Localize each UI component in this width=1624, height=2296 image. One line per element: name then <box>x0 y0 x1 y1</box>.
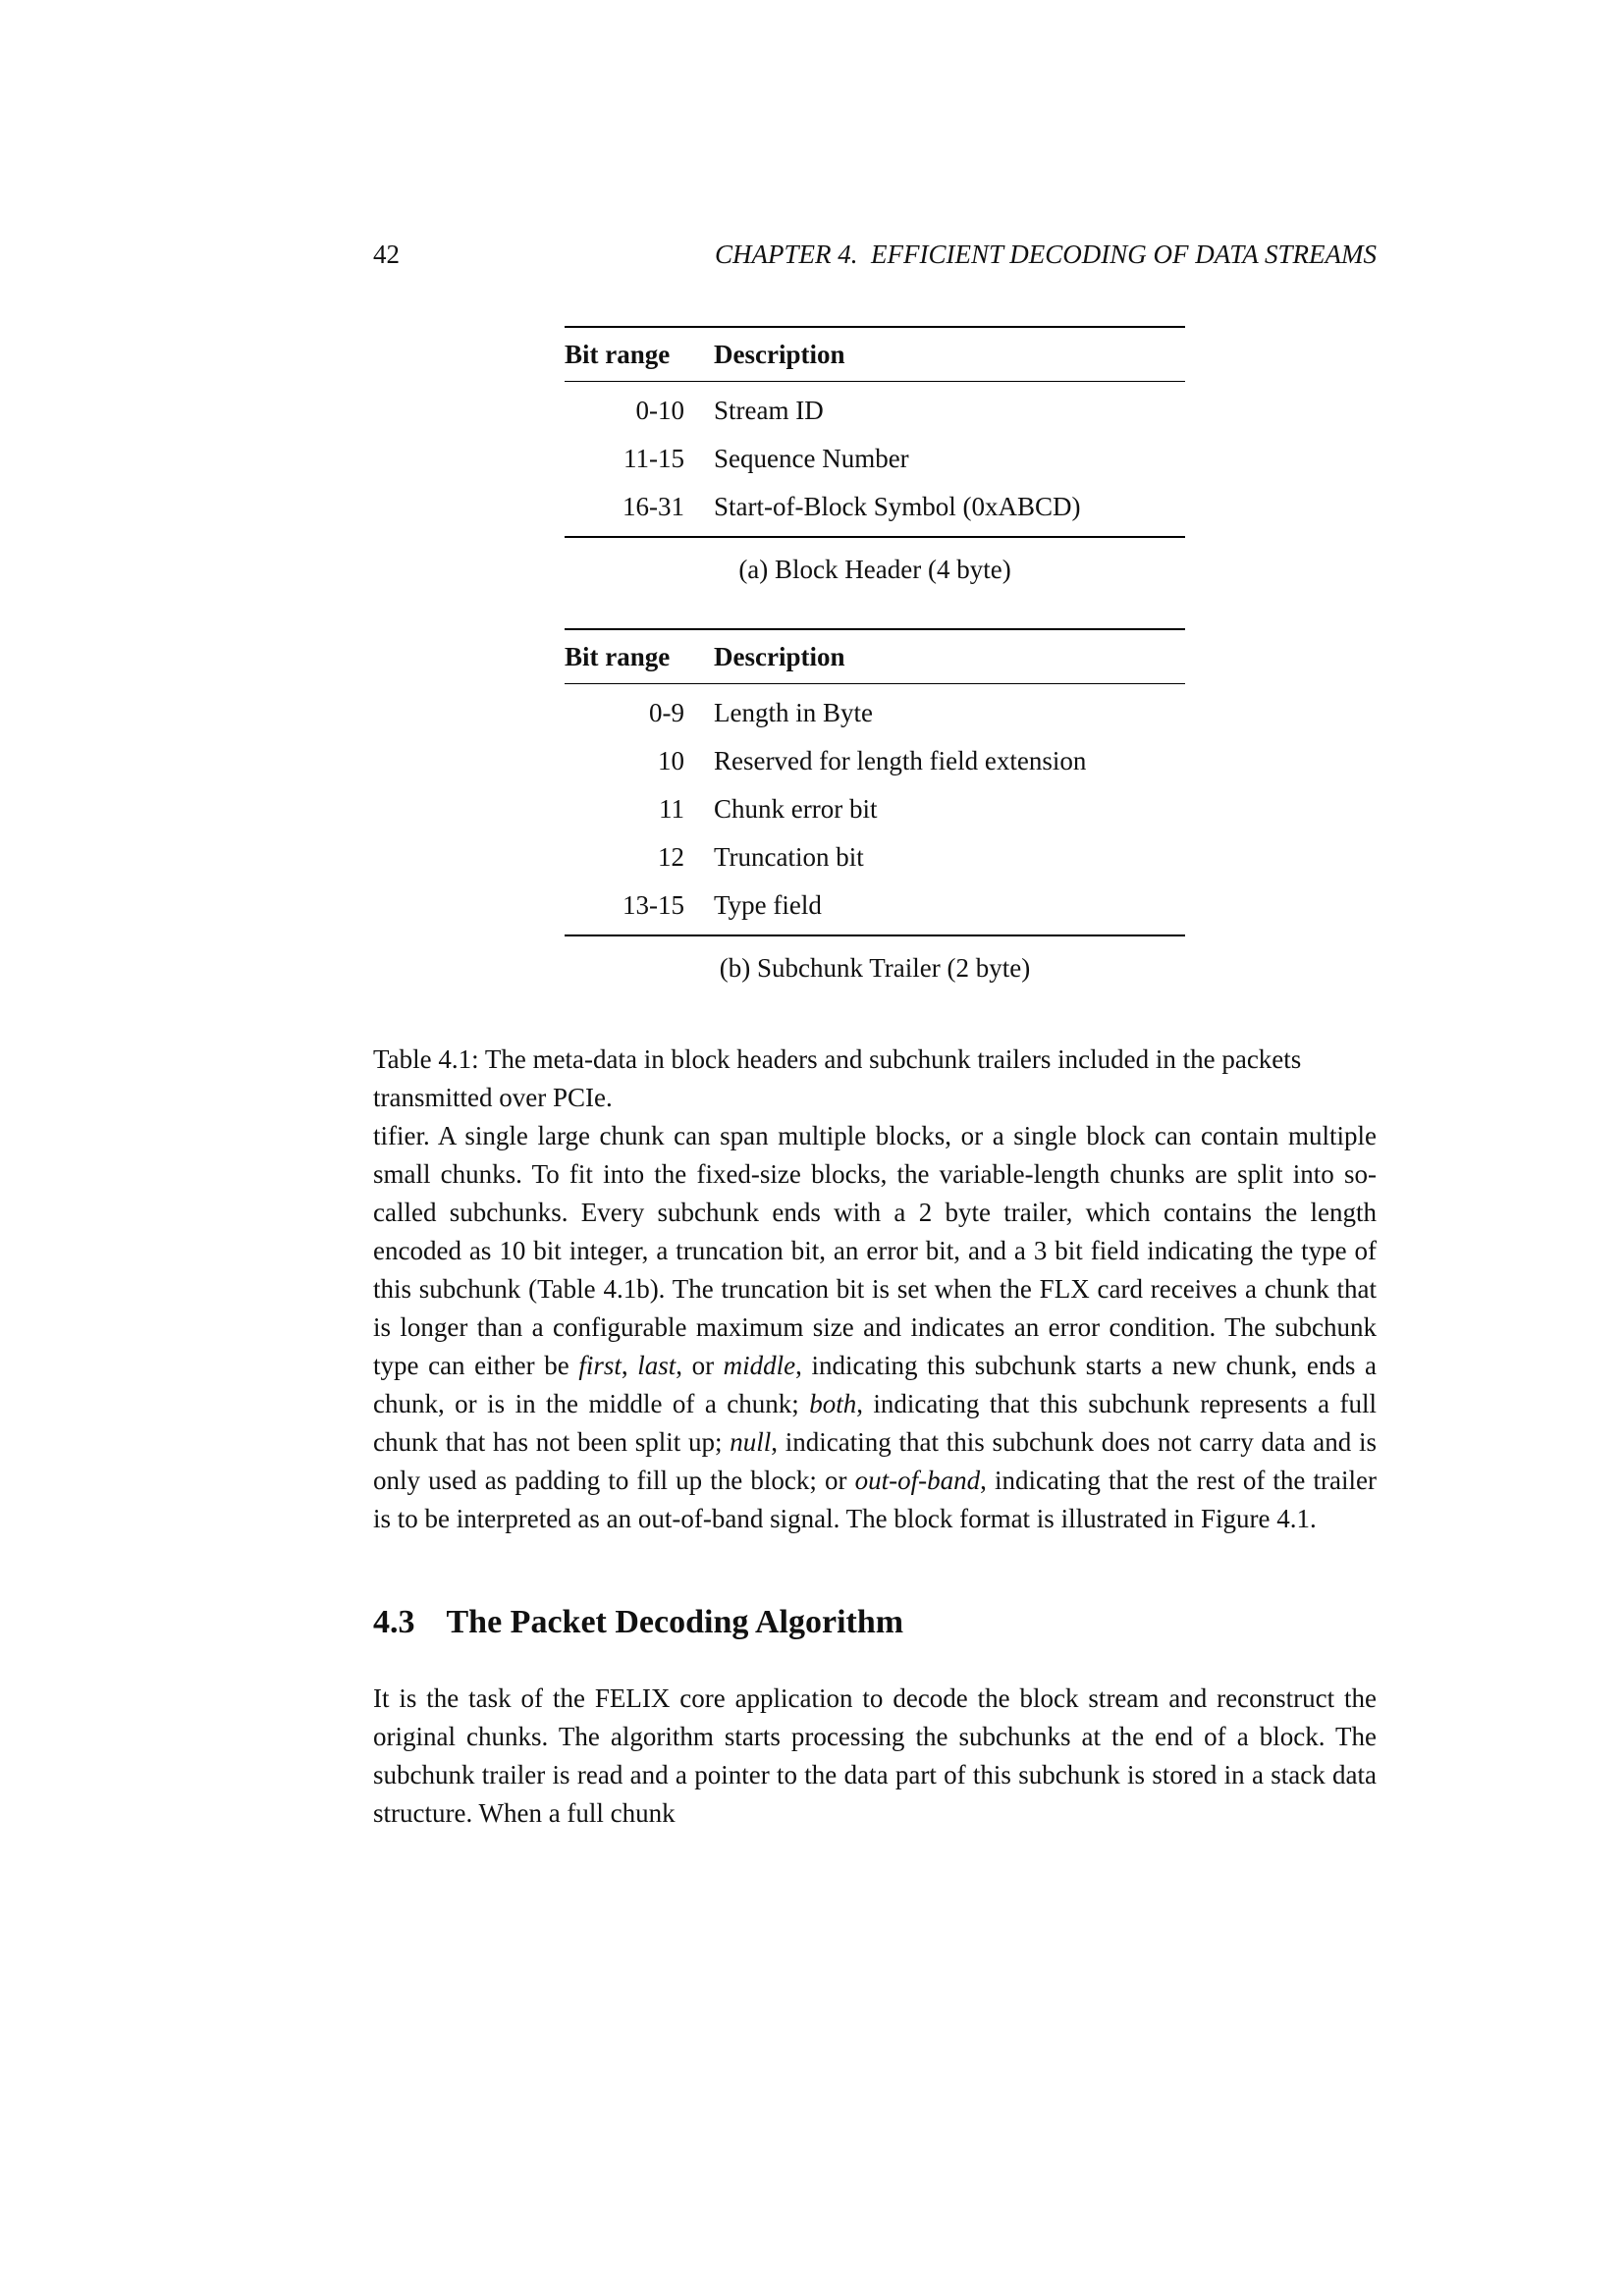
emphasized-term: first <box>578 1351 622 1380</box>
table-row <box>565 382 1185 436</box>
table-a-head <box>565 327 1185 382</box>
table-b-col-header-description: Description <box>684 629 1185 684</box>
bit-range-cell: 10 <box>658 746 684 775</box>
section-title: The Packet Decoding Algorithm <box>446 1604 904 1640</box>
table-row <box>565 684 1185 738</box>
bit-range-cell: 13-15 <box>623 890 684 920</box>
table-row <box>565 435 1185 483</box>
paragraph-text: , <box>621 1351 638 1380</box>
section-number: 4.3 <box>373 1604 415 1640</box>
paragraph-text: , or <box>676 1351 724 1380</box>
table-b-col-header-bit-range: Bit range <box>565 629 684 684</box>
table-caption: Table 4.1: The meta-data in block headers and subchunk trailers included in the packets transmitted over PCIe. <box>373 1044 1302 1112</box>
table-row <box>565 881 1185 935</box>
description-cell: Length in Byte <box>714 698 873 727</box>
table-a-col-header-bit-range: Bit range <box>565 327 684 382</box>
table-b-body <box>565 684 1185 936</box>
paragraph-1 <box>373 1117 1377 1538</box>
bit-range-cell: 16-31 <box>623 492 684 521</box>
emphasized-term: null <box>730 1427 772 1457</box>
bit-range-cell: 0-10 <box>635 396 684 425</box>
bit-range-cell: 11-15 <box>623 444 684 473</box>
table-row <box>565 737 1185 785</box>
emphasized-term: both <box>809 1389 857 1418</box>
section-heading <box>373 1603 1377 1642</box>
emphasized-term: last <box>637 1351 677 1380</box>
description-cell: Reserved for length field extension <box>714 746 1087 775</box>
paragraph-text: , indicating that this subchunk does not carry data and is only used as padding to fill up the block; or <box>373 1427 1377 1495</box>
running-chapter-title: CHAPTER 4. EFFICIENT DECODING OF DATA STREAMS <box>715 240 1377 269</box>
table-a-col-header-description: Description <box>684 327 1185 382</box>
emphasized-term: middle <box>723 1351 796 1380</box>
table-b-head <box>565 629 1185 684</box>
running-header <box>373 238 1377 271</box>
table-row <box>565 785 1185 833</box>
emphasized-term: out-of-band <box>854 1466 981 1495</box>
paragraph-2: It is the task of the FELIX core application to decode the block stream and reconstruct the original chunks. The algorithm starts processing the subchunks at the end of a block. The subchunk trailer is read and a pointer to the data part of this subchunk is stored in a stack data structure. When a full chunk <box>373 1683 1377 1828</box>
description-cell: Sequence Number <box>714 444 909 473</box>
paragraph-text: , indicating this subchunk starts a new chunk, ends a chunk, or is in the middle of a chunk; <box>373 1351 1377 1418</box>
description-cell: Start-of-Block Symbol (0xABCD) <box>714 492 1081 521</box>
page-number: 42 <box>373 240 400 269</box>
table-row <box>565 483 1185 537</box>
description-cell: Type field <box>714 890 822 920</box>
description-cell: Stream ID <box>714 396 824 425</box>
table-a-body <box>565 382 1185 538</box>
table-header-row <box>565 327 1185 382</box>
paragraph-text: , indicating that this subchunk represents a full chunk that has not been split up; <box>373 1389 1378 1457</box>
table-row <box>565 833 1185 881</box>
paragraph-text: tifier. A single large chunk can span multiple blocks, or a single block can contain multiple small chunks. To fit into the fixed-size blocks, the variable-length chunks are split into so-called subchunks. Every subchunk ends with a 2 byte trailer, which contains the length encoded as 10 bit integer, a truncation bit, an error bit, and a 3 bit field indicating the type of this subchunk (Table 4.1b). The truncation bit is set when the FLX card receives a chunk that is longer than a configurable maximum size and indicates an error condition. The subchunk type can either be <box>373 1121 1377 1380</box>
description-cell: Truncation bit <box>714 842 864 872</box>
description-cell: Chunk error bit <box>714 794 878 824</box>
paragraph-text: , indicating that the rest of the trailer is to be interpreted as an out-of-band signal. The block format is illustrated in Figure 4.1. <box>373 1466 1377 1533</box>
table-a <box>565 326 1185 538</box>
table-a-subcaption: (a) Block Header (4 byte) <box>738 555 1011 584</box>
table-header-row <box>565 629 1185 684</box>
bit-range-cell: 11 <box>659 794 684 824</box>
table-b-block <box>373 628 1377 984</box>
table-b <box>565 628 1185 936</box>
table-b-subcaption: (b) Subchunk Trailer (2 byte) <box>719 953 1031 983</box>
bit-range-cell: 12 <box>658 842 684 872</box>
table-a-block <box>373 326 1377 585</box>
bit-range-cell: 0-9 <box>649 698 684 727</box>
